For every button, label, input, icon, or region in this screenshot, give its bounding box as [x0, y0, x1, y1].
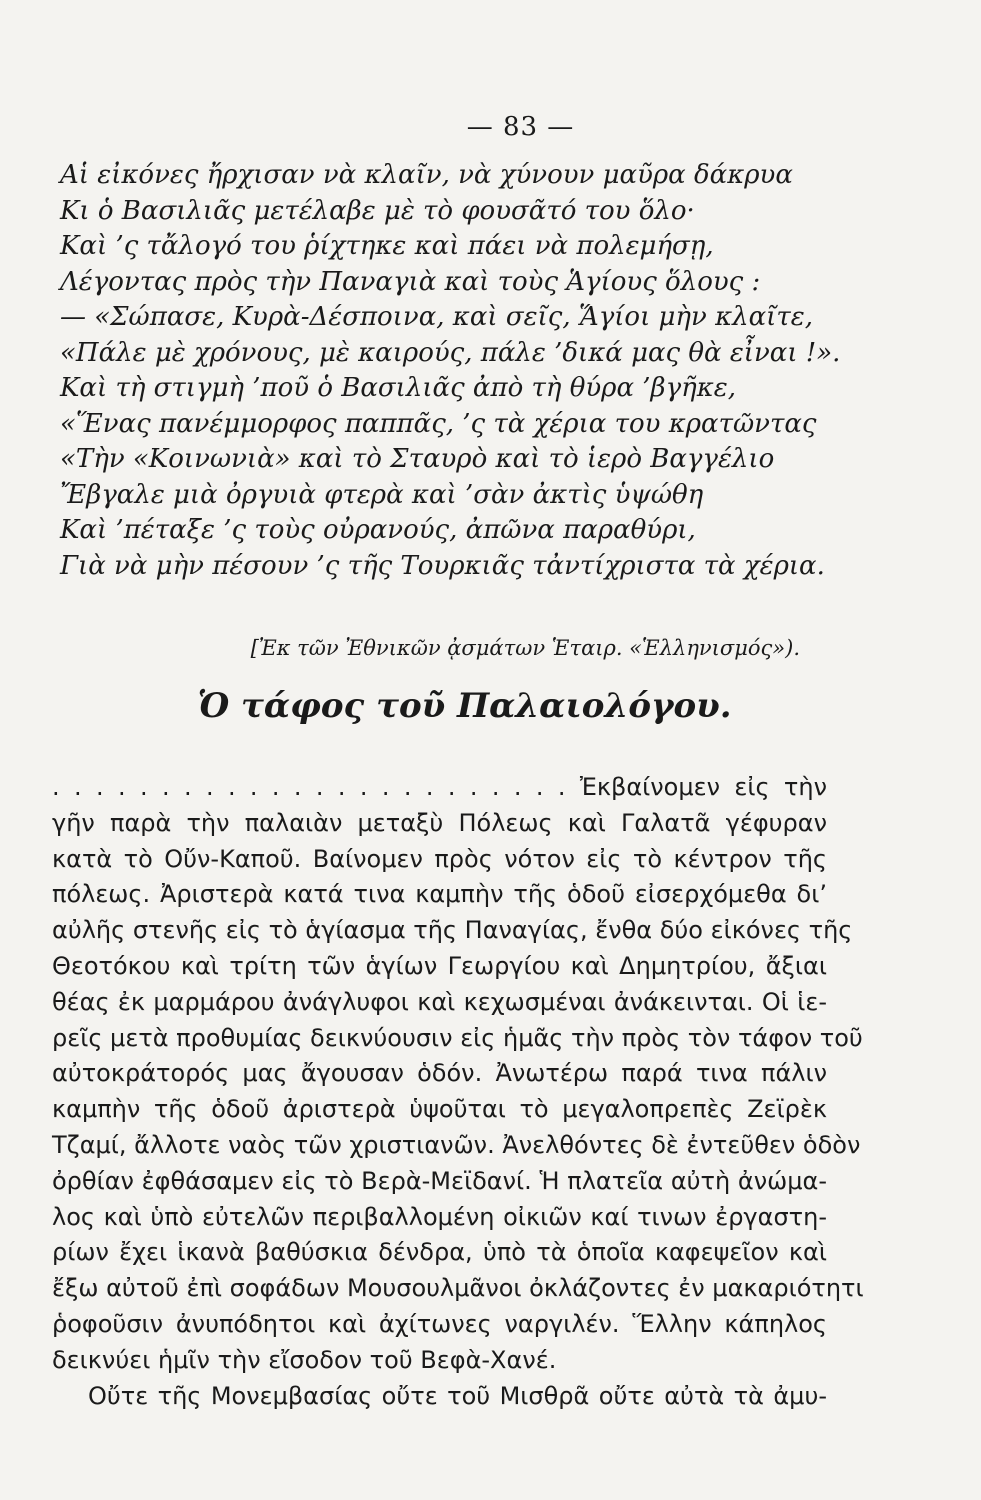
poem-line: «Πάλε μὲ χρόνους, μὲ καιρούς, πάλε ’δικά μας θὰ εἶναι !». [60, 337, 841, 368]
poem-line: Καὶ τὴ στιγμὴ ’ποῦ ὁ Βασιλιᾶς ἀπὸ τὴ θύρα ’βγῆκε, [60, 373, 736, 403]
poem-line: Γιὰ νὰ μὴν πέσουν ’ς τῆς Τουρκιᾶς τἀντίχριστα τὰ χέρια. [60, 550, 825, 581]
poem-line: — «Σώπασε, Κυρὰ-Δέσποινα, καὶ σεῖς, Ἅγίοι μὴν κλαῖτε, [60, 302, 813, 332]
body-line: θέας ἐκ μαρμάρου ἀνάγλυφοι καὶ κεχωσμέναι ἀνάκεινται. Οἱ ἱε- [52, 987, 827, 1016]
poem-line: Καὶ ’ς τἄλογό του ῥίχτηκε καὶ πάει νὰ πολεμήσῃ, [60, 231, 714, 261]
body-line: αὐτοκράτορός μας ἄγουσαν ὁδόν. Ἀνωτέρω παρά τινα πάλιν [52, 1059, 827, 1088]
poem-line: «Τὴν «Κοινωνιὰ» καὶ τὸ Σταυρὸ καὶ τὸ ἱερὸ Βαγγέλιο [60, 444, 775, 474]
poem-line: Αἱ εἰκόνες ἤρχισαν νὰ κλαῖν, νὰ χύνουν μαῦρα δάκρυα [60, 160, 793, 190]
body-line: Θεοτόκου καὶ τρίτη τῶν ἁγίων Γεωργίου καὶ Δημητρίου, ἄξιαι [52, 951, 827, 980]
body-line: δεικνύει ἡμῖν τὴν εἴσοδον τοῦ Βεφὰ-Χανέ. [52, 1345, 557, 1374]
poem-line: Λέγοντας πρὸς τὴν Παναγιὰ καὶ τοὺς Ἁγίους ὅλους : [60, 266, 761, 297]
page-number: — 83 — [466, 112, 575, 142]
poem-line: Ἔβγαλε μιὰ ὀργυιὰ φτερὰ καὶ ’σὰν ἀκτὶς ὑψώθη [60, 479, 704, 510]
body-line: ἔξω αὐτοῦ ἐπὶ σοφάδων Μουσουλμᾶνοι ὀκλάζοντες ἐν μακαριότητι [52, 1274, 864, 1303]
body-line: ρίων ἔχει ἱκανὰ βαθύσκια δένδρα, ὑπὸ τὰ ὁποῖα καφεψεῖον καὶ [52, 1238, 827, 1267]
article-body [52, 770, 864, 1414]
body-line: καμπὴν τῆς ὁδοῦ ἀριστερὰ ὑψοῦται τὸ μεγαλοπρεπὲς Ζεϊρὲκ [52, 1095, 827, 1124]
body-line: αὐλῆς στενῆς εἰς τὸ ἁγίασμα τῆς Παναγίας, ἔνθα δύο εἰκόνες τῆς [52, 916, 853, 945]
poem [60, 158, 920, 584]
body-line: ρεῖς μετὰ προθυμίας δεικνύουσιν εἰς ἡμᾶς τὴν πρὸς τὸν τάφον τοῦ [52, 1023, 863, 1052]
poem-line: «Ἕνας πανέμμορφος παππᾶς, ’ς τὰ χέρια του κρατῶντας [60, 408, 817, 439]
body-line: Οὔτε τῆς Μονεμβασίας οὔτε τοῦ Μισθρᾶ οὔτε αὐτὰ τὰ ἀμυ- [88, 1381, 827, 1410]
poem-source: [Ἐκ τῶν Ἐθνικῶν ᾀσμάτων Ἑταιρ. «Ἑλληνισμός»). [250, 636, 800, 660]
body-line: κατὰ τὸ Οὔν-Καποῦ. Βαίνομεν πρὸς νότον εἰς τὸ κέντρον τῆς [52, 844, 827, 873]
body-line: ὀρθίαν ἐφθάσαμεν εἰς τὸ Βερὰ-Μεϊδανί. Ἡ πλατεῖα αὐτὴ ἀνώμα- [52, 1166, 827, 1195]
poem-line: Κι ὁ Βασιλιᾶς μετέλαβε μὲ τὸ φουσᾶτό του ὅλο· [60, 195, 695, 226]
body-line: λος καὶ ὑπὸ εὐτελῶν περιβαλλομένη οἰκιῶν καί τινων ἐργαστη- [52, 1202, 827, 1231]
body-line: Τζαμί, ἄλλοτε ναὸς τῶν χριστιανῶν. Ἀνελθόντες δὲ ἐντεῦθεν ὁδὸν [52, 1130, 861, 1159]
body-line: ῥοφοῦσιν ἀνυπόδητοι καὶ ἀχίτωνες ναργιλέν. Ἕλλην κάπηλος [52, 1309, 827, 1338]
body-line: γῆν παρὰ τὴν παλαιὰν μεταξὺ Πόλεως καὶ Γαλατᾶ γέφυραν [52, 808, 827, 837]
article-title: Ὁ τάφος τοῦ Παλαιολόγου. [197, 686, 732, 726]
body-line: . . . . . . . . . . . . . . . . . . . . . . . . Ἐκβαίνομεν εἰς τὴν [52, 773, 827, 801]
body-line: πόλεως. Ἀριστερὰ κατά τινα καμπὴν τῆς ὁδοῦ εἰσερχόμεθα δι’ [52, 880, 827, 909]
poem-line: Καὶ ’πέταξε ’ς τοὺς οὐρανούς, ἀπῶνα παραθύρι, [60, 515, 696, 545]
